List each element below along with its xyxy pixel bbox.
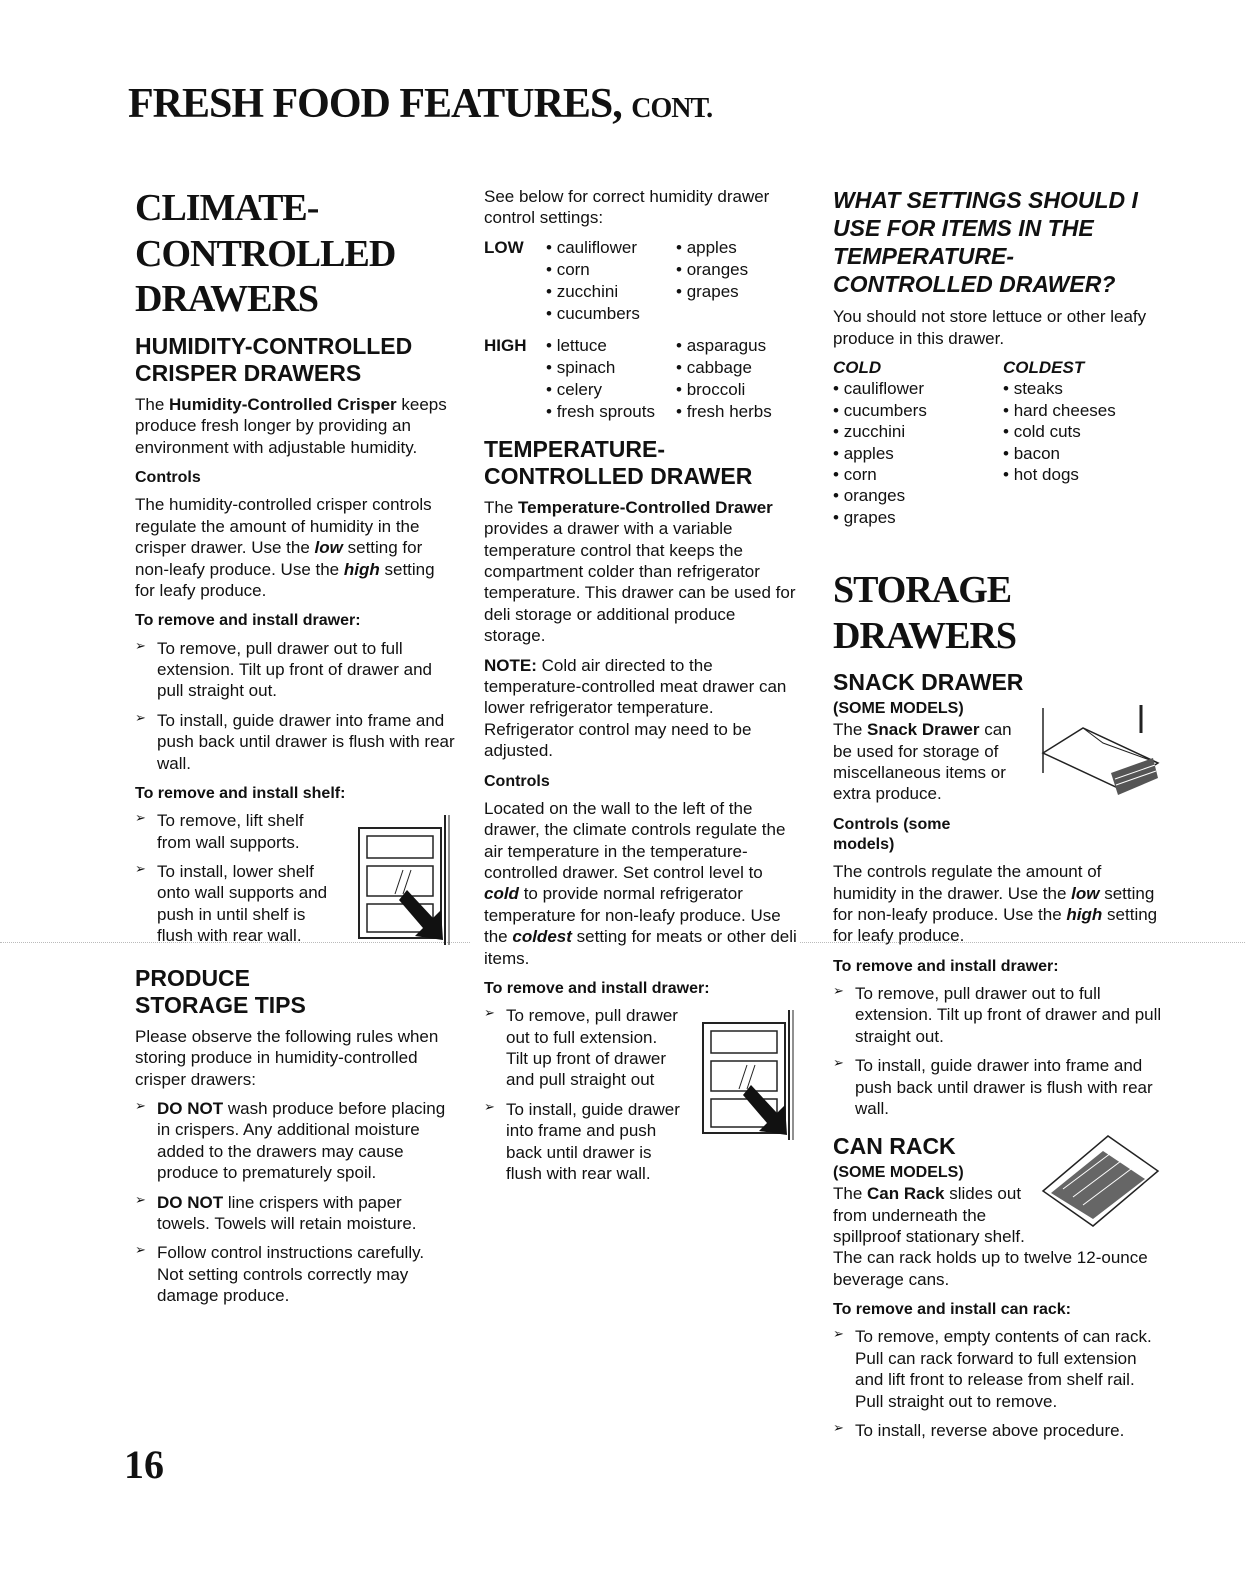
page-title: FRESH FOOD FEATURES, CONT. [128, 81, 713, 127]
temp-controls-text: Located on the wall to the left of the drawer, the climate controls regulate the air temperature in the temperature-controlled drawer. Set control level to cold to provide normal refrigerator temperature for non-leafy produce. Use the coldest setting for meats or other deli items. [484, 798, 797, 968]
list-item: ➢ To remove, pull drawer out to full extension. Tilt up front of drawer and pull straight out. [833, 983, 1163, 1047]
list-item: ➢ DO NOT line crispers with paper towels. Towels will retain moisture. [135, 1192, 455, 1235]
remove-drawer-steps [135, 638, 455, 774]
snack-drawer-illustration [1023, 703, 1163, 813]
temp-controls-title: Controls [484, 772, 550, 790]
can-rack-remove-steps [833, 1326, 1163, 1441]
can-rack-illustration [1033, 1131, 1163, 1231]
list-item: ➢ To install, guide drawer into frame and push back until drawer is flush with rear wall. [135, 710, 455, 774]
section-title-storage: STORAGE DRAWERS [833, 569, 1017, 657]
coldest-label: COLDEST [1003, 358, 1085, 377]
list-item: ➢ To install, guide drawer into frame and push back until drawer is flush with rear wall. [833, 1055, 1163, 1119]
column-right [833, 186, 1163, 1449]
column-middle [484, 186, 799, 1192]
list-item: ➢ DO NOT wash produce before placing in crispers. Any additional moisture added to the drawers may cause produce to prematurely spoil. [135, 1098, 455, 1184]
can-rack-remove-title: To remove and install can rack: [833, 1301, 1072, 1319]
humidity-controls-title: Controls [135, 469, 201, 487]
humidity-controls-text: The humidity-controlled crisper controls regulate the amount of humidity in the crisper drawer. Use the low setting for non-leafy produce. Use the high setting for leafy produce. [135, 495, 435, 600]
list-item: ➢ To remove, pull drawer out to full extension. Tilt up front of drawer and pull straight out. [135, 638, 455, 702]
temp-note: NOTE: Cold air directed to the temperature-controlled meat drawer can lower refrigerator temperature. Refrigerator control may need to be adjusted. [484, 655, 787, 761]
list-item: ➢ To install, guide drawer into frame and push back until drawer is flush with rear wall. [484, 1099, 799, 1185]
temp-settings-lists [833, 357, 1163, 528]
remove-drawer-title: To remove and install drawer: [135, 612, 361, 630]
settings-answer: You should not store lettuce or other leafy produce in this drawer. [833, 307, 1147, 348]
humidity-settings-table: LOW • cauliflower • corn • zucchini • cucumbers • apples • oranges • grapes HIGH • lettuce • spinach • celery • fresh sprouts • asparagus • cabbage • broccoli • fresh herbs [484, 237, 782, 424]
list-item: ➢ To install, reverse above procedure. [833, 1420, 1163, 1441]
section-title-climate: CLIMATE-CONTROLLED DRAWERS [135, 187, 396, 321]
remove-shelf-title: To remove and install shelf: [135, 784, 346, 802]
temp-remove-title: To remove and install drawer: [484, 980, 710, 998]
cold-label: COLD [833, 358, 882, 377]
temp-remove-block [484, 1005, 799, 1184]
can-rack-heading: CAN RACK [833, 1133, 956, 1160]
snack-intro: The Snack Drawer can be used for storage of miscellaneous items or extra produce. [833, 720, 1012, 804]
produce-intro: Please observe the following rules when storing produce in humidity-controlled crisper drawers: [135, 1026, 439, 1089]
settings-question: WHAT SETTINGS SHOULD I USE FOR ITEMS IN THE TEMPERATURE-CONTROLLED DRAWER? [833, 187, 1138, 298]
humidity-settings-intro: See below for correct humidity drawer control settings: [484, 187, 770, 228]
temp-drawer-heading: TEMPERATURE-CONTROLLED DRAWER [484, 435, 753, 490]
humidity-heading: HUMIDITY-CONTROLLED CRISPER DRAWERS [135, 332, 413, 387]
humidity-intro: The Humidity-Controlled Crisper keeps produce fresh longer by providing an environment with adjustable humidity. [135, 394, 447, 457]
list-item: ➢ Follow control instructions carefully. Not setting controls correctly may damage produce. [135, 1242, 455, 1306]
snack-controls-title: Controls (some models) [833, 815, 951, 853]
snack-remove-title: To remove and install drawer: [833, 957, 1059, 975]
list-item: ➢ To install, lower shelf onto wall supports and push in until shelf is flush with rear wall. [135, 861, 455, 947]
cold-items: • cauliflower • cucumbers • zucchini • apples • corn • oranges • grapes [833, 378, 1003, 528]
snack-heading: SNACK DRAWER [833, 669, 1024, 696]
produce-heading: PRODUCE STORAGE TIPS [135, 964, 306, 1019]
list-item: ➢ To remove, lift shelf from wall supports. [135, 810, 455, 853]
shelf-block [135, 810, 455, 946]
coldest-items: • steaks • hard cheeses • cold cuts • bacon • hot dogs [1003, 378, 1116, 485]
snack-models: (SOME MODELS) [833, 700, 964, 718]
can-rack-models: (SOME MODELS) [833, 1163, 964, 1181]
column-left [135, 186, 455, 1315]
snack-remove-steps [833, 983, 1163, 1119]
list-item: ➢ To remove, pull drawer out to full extension. Tilt up front of drawer and pull straight out [484, 1005, 799, 1091]
remove-shelf-steps [135, 810, 455, 946]
can-rack-intro: The Can Rack slides out from underneath the spillproof stationary shelf. The can rack holds up to twelve 12-ounce beverage cans. [833, 1184, 1148, 1289]
snack-controls-text: The controls regulate the amount of humidity in the drawer. Use the low setting for non-leafy produce. Use the high setting for leafy produce. [833, 862, 1158, 946]
temp-intro: The Temperature-Controlled Drawer provides a drawer with a variable temperature control that keeps the compartment colder than refrigerator temperature. This drawer can be used for deli storage or additional produce storage. [484, 497, 796, 646]
produce-tips [135, 1098, 455, 1307]
page-number: 16 [124, 1442, 164, 1487]
list-item: ➢ To remove, empty contents of can rack. Pull can rack forward to full extension and lift front to release from shelf rail. Pull straight out to remove. [833, 1326, 1163, 1412]
